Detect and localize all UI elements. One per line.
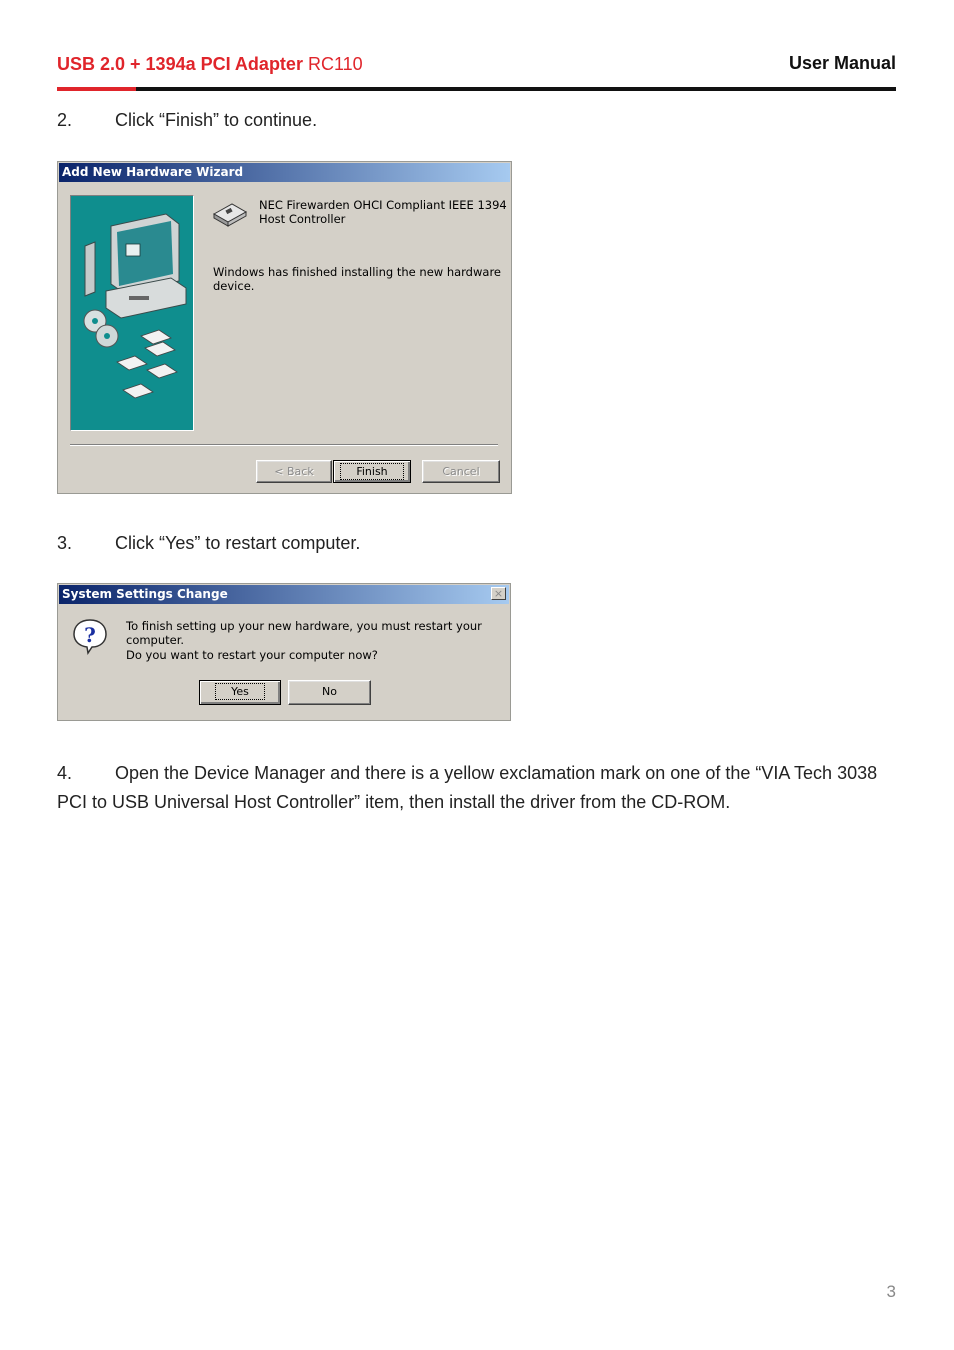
question-icon — [71, 617, 109, 655]
step-text: Click “Finish” to continue. — [115, 110, 318, 130]
header-rule-accent — [57, 87, 136, 91]
close-icon[interactable]: × — [491, 587, 506, 600]
step-number: 2. — [57, 110, 73, 130]
device-name-line1: NEC Firewarden OHCI Compliant IEEE 1394 — [259, 198, 507, 212]
manual-label: User Manual — [788, 53, 896, 73]
step-number: 4. — [57, 763, 73, 783]
cancel-button[interactable]: Cancel — [422, 460, 500, 483]
yes-button[interactable] — [199, 680, 281, 705]
step-4 — [57, 759, 897, 817]
yes-button-label: Yes — [217, 685, 263, 698]
add-hardware-wizard-dialog — [57, 161, 512, 494]
settings-message-1: To finish setting up your new hardware, you must restart your computer. — [126, 619, 482, 647]
device-name — [259, 198, 507, 226]
wizard-message: Windows has finished installing the new hardware device. — [213, 265, 501, 293]
settings-message-2: Do you want to restart your computer now? — [126, 648, 378, 662]
finish-button-label: Finish — [342, 465, 401, 478]
product-name: USB 2.0 + 1394a PCI Adapter — [57, 54, 303, 74]
settings-titlebar: System Settings Change — [59, 585, 509, 604]
wizard-illustration — [70, 195, 194, 431]
system-settings-change-dialog — [57, 583, 511, 721]
step-2 — [57, 110, 317, 131]
finish-button[interactable] — [333, 460, 411, 483]
step-text: Open the Device Manager and there is a yellow exclamation mark on one of the “VIA Tech 3038 PCI to USB Universal Host Controller” item, then install the driver from the CD-ROM. — [57, 763, 878, 812]
wizard-separator — [70, 444, 498, 446]
back-button[interactable]: < Back — [256, 460, 332, 483]
step-text: Click “Yes” to restart computer. — [115, 533, 361, 553]
wizard-titlebar: Add New Hardware Wizard — [59, 163, 510, 182]
svg-text:?: ? — [84, 623, 96, 647]
step-3 — [57, 533, 360, 554]
page-header — [57, 52, 896, 92]
step-number: 3. — [57, 533, 73, 553]
header-rule — [57, 87, 896, 91]
product-model: RC110 — [307, 54, 363, 74]
computer-illustration-icon — [71, 196, 193, 430]
hardware-card-icon — [212, 200, 248, 228]
device-name-line2: Host Controller — [259, 212, 346, 226]
product-title — [57, 54, 363, 75]
page-number: 3 — [886, 1282, 896, 1301]
no-button[interactable]: No — [288, 680, 371, 705]
